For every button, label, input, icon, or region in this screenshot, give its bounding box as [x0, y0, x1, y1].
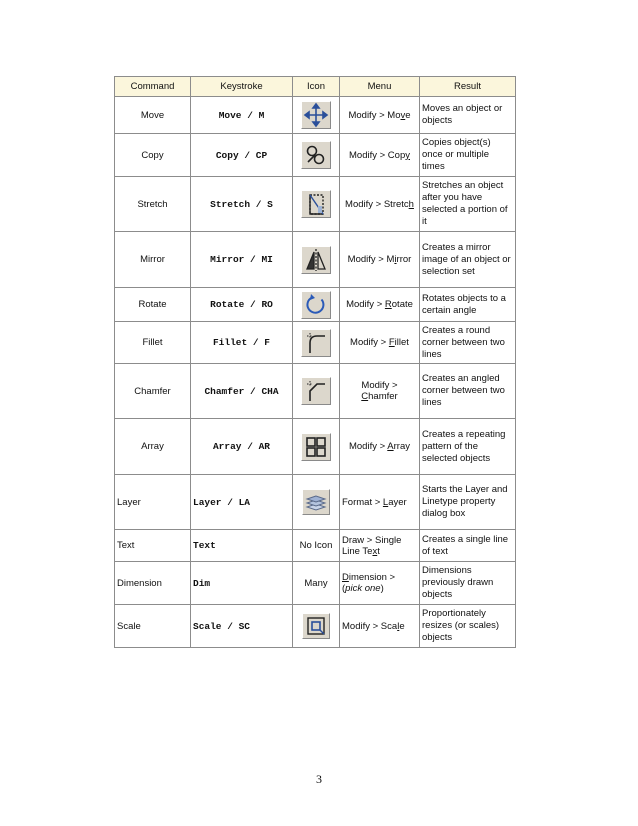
header-menu: Menu — [340, 77, 420, 97]
icon-label: No Icon — [293, 530, 340, 562]
keystroke: Fillet / F — [191, 322, 293, 364]
table-row — [115, 177, 516, 232]
table-row — [115, 562, 516, 605]
scale-icon — [302, 613, 330, 639]
header-command: Command — [115, 77, 191, 97]
table-row — [115, 232, 516, 288]
keystroke: Stretch / S — [191, 177, 293, 232]
keystroke: Move / M — [191, 97, 293, 134]
command-name: Text — [115, 530, 191, 562]
table-row — [115, 530, 516, 562]
result-text: Moves an object or objects — [420, 97, 516, 134]
menu-path: Modify > Stretch — [340, 177, 420, 232]
table-row — [115, 605, 516, 648]
stretch-icon — [301, 190, 331, 218]
result-text: Creates a mirror image of an object or selection set — [420, 232, 516, 288]
command-name: Stretch — [115, 177, 191, 232]
menu-path: Modify > Rotate — [340, 288, 420, 322]
menu-path: Modify > Chamfer — [340, 364, 420, 419]
chamfer-icon — [301, 377, 331, 405]
menu-path: Modify > Array — [340, 419, 420, 475]
menu-path: Modify > Move — [340, 97, 420, 134]
result-text: Stretches an object after you have selected a portion of it — [420, 177, 516, 232]
command-name: Rotate — [115, 288, 191, 322]
keystroke: Array / AR — [191, 419, 293, 475]
result-text: Creates an angled corner between two lines — [420, 364, 516, 419]
table-row — [115, 288, 516, 322]
result-text: Starts the Layer and Linetype property dialog box — [420, 475, 516, 530]
command-name: Copy — [115, 134, 191, 177]
keystroke: Layer / LA — [191, 475, 293, 530]
menu-path: Draw > Single Line Text — [340, 530, 420, 562]
menu-path: Modify > Scale — [340, 605, 420, 648]
layer-icon — [302, 489, 330, 515]
array-icon — [301, 433, 331, 461]
command-name: Scale — [115, 605, 191, 648]
result-text: Creates a round corner between two lines — [420, 322, 516, 364]
move-icon — [301, 101, 331, 129]
page-number: 3 — [316, 772, 322, 786]
keystroke: Scale / SC — [191, 605, 293, 648]
rotate-icon — [301, 291, 331, 319]
keystroke: Chamfer / CHA — [191, 364, 293, 419]
keystroke: Text — [191, 530, 293, 562]
result-text: Creates a single line of text — [420, 530, 516, 562]
fillet-icon — [301, 329, 331, 357]
command-name: Move — [115, 97, 191, 134]
menu-path: Modify > Copy — [340, 134, 420, 177]
icon-label: Many — [293, 562, 340, 605]
table-row — [115, 322, 516, 364]
result-text: Proportionately resizes (or scales) objects — [420, 605, 516, 648]
copy-icon — [301, 141, 331, 169]
header-result: Result — [420, 77, 516, 97]
table-row — [115, 475, 516, 530]
command-name: Fillet — [115, 322, 191, 364]
header-icon: Icon — [293, 77, 340, 97]
table-row — [115, 97, 516, 134]
table-row — [115, 134, 516, 177]
menu-path: Modify > Mirror — [340, 232, 420, 288]
keystroke: Mirror / MI — [191, 232, 293, 288]
keystroke: Rotate / RO — [191, 288, 293, 322]
result-text: Creates a repeating pattern of the selected objects — [420, 419, 516, 475]
keystroke: Copy / CP — [191, 134, 293, 177]
table-header-row — [115, 77, 516, 97]
result-text: Copies object(s) once or multiple times — [420, 134, 516, 177]
command-name: Mirror — [115, 232, 191, 288]
table-row — [115, 419, 516, 475]
command-reference-table — [114, 76, 516, 648]
command-name: Dimension — [115, 562, 191, 605]
result-text: Rotates objects to a certain angle — [420, 288, 516, 322]
command-name: Array — [115, 419, 191, 475]
table-row — [115, 364, 516, 419]
keystroke: Dim — [191, 562, 293, 605]
command-name: Layer — [115, 475, 191, 530]
header-keystroke: Keystroke — [191, 77, 293, 97]
menu-path: Format > Layer — [340, 475, 420, 530]
mirror-icon — [301, 246, 331, 274]
command-name: Chamfer — [115, 364, 191, 419]
menu-path: Modify > Fillet — [340, 322, 420, 364]
result-text: Dimensions previously drawn objects — [420, 562, 516, 605]
menu-path: Dimension > (pick one) — [340, 562, 420, 605]
